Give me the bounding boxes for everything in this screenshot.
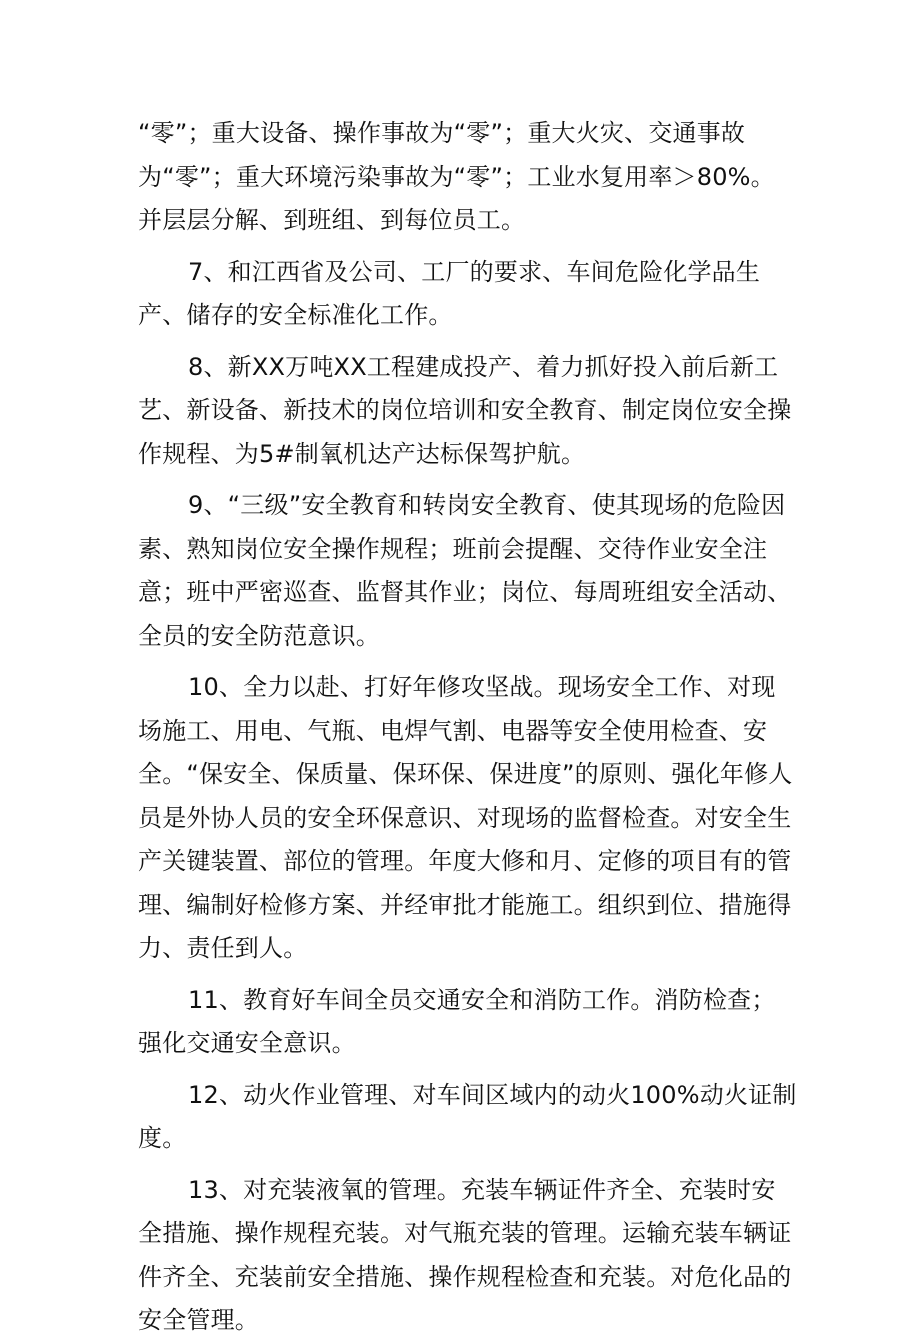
paragraph-item-8: 8、新XX万吨XX工程建成投产、着力抓好投入前后新工艺、新设备、新技术的岗位培训和安全教育、制定岗位安全操作规程、为5#制氧机达产达标保驾护航。	[138, 352, 792, 468]
paragraph-item-9: 9、“三级”安全教育和转岗安全教育、使其现场的危险因素、熟知岗位安全操作规程；班前会提醒、交待作业安全注意；班中严密巡查、监督其作业；岗位、每周班组安全活动、全员的安全防范意识。	[138, 491, 792, 650]
paragraph-item-12: 12、动火作业管理、对车间区域内的动火100%动火证制度。	[138, 1080, 797, 1152]
paragraph-item-7: 7、和江西省及公司、工厂的要求、车间危险化学品生产、储存的安全标准化工作。	[138, 257, 761, 329]
document-body	[138, 112, 798, 1343]
paragraph-continued-targets: “零”；重大设备、操作事故为“零”；重大火灾、交通事故为“零”；重大环境污染事故为“零”；工业水复用率＞80%。并层层分解、到班组、到每位员工。	[138, 119, 775, 234]
paragraph-item-13: 13、对充装液氧的管理。充装车辆证件齐全、充装时安全措施、操作规程充装。对气瓶充装的管理。运输充装车辆证件齐全、充装前安全措施、操作规程检查和充装。对危化品的安全管理。	[138, 1175, 792, 1334]
paragraph-item-11: 11、教育好车间全员交通安全和消防工作。消防检查；强化交通安全意识。	[138, 985, 776, 1057]
paragraph-item-10: 10、全力以赴、打好年修攻坚战。现场安全工作、对现场施工、用电、气瓶、电焊气割、电器等安全使用检查、安全。“保安全、保质量、保环保、保进度”的原则、强化年修人员是外协人员的安全环保意识、对现场的监督检查。对安全生产关键装置、部位的管理。年度大修和月、定修的项目有的管理、编制好检修方案、并经审批才能施工。组织到位、措施得力、责任到人。	[138, 673, 793, 962]
